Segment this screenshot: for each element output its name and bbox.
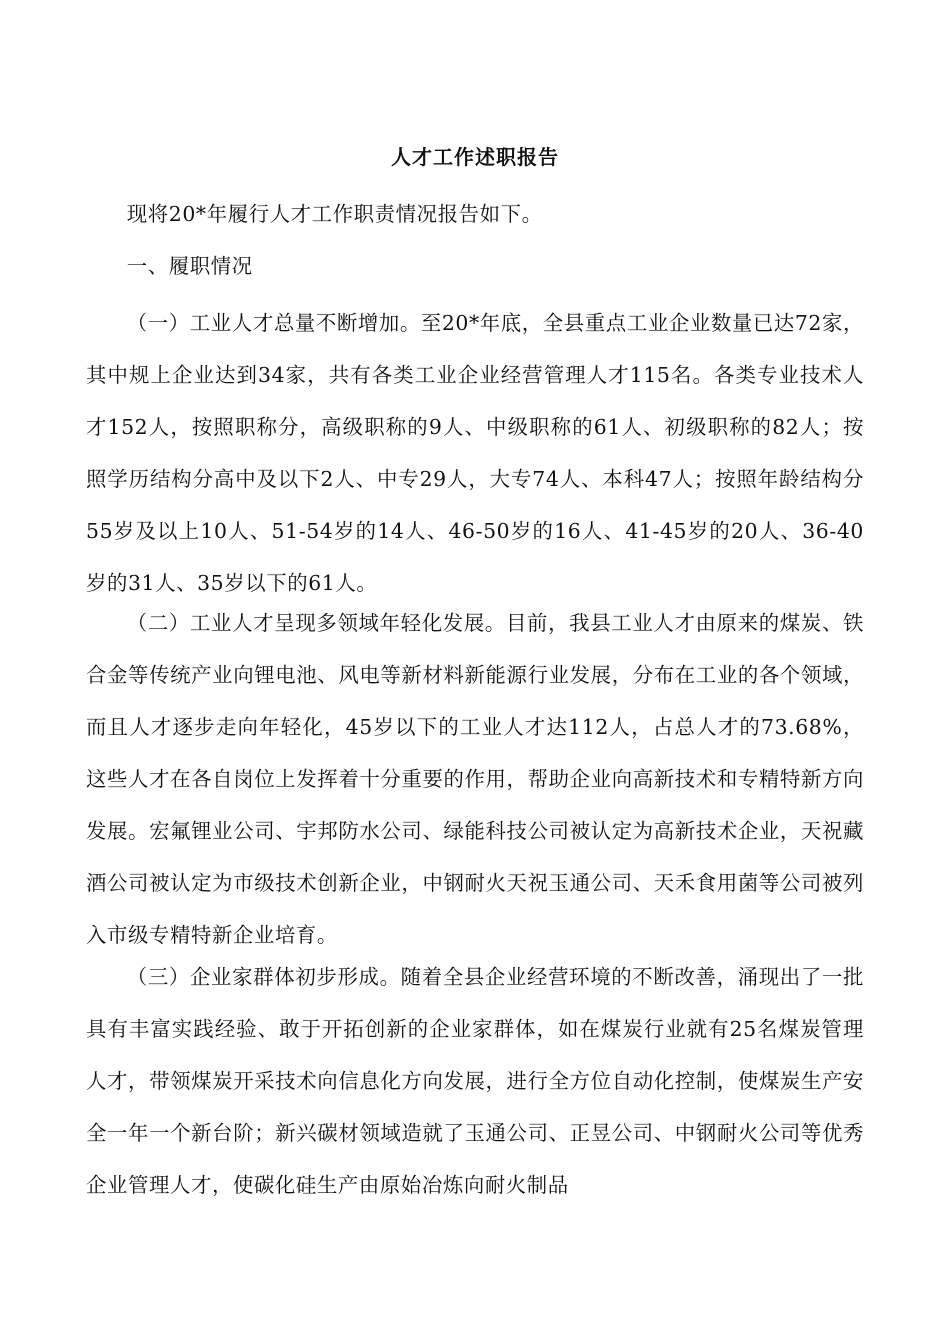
paragraph-3: （三）企业家群体初步形成。随着全县企业经营环境的不断改善，涌现出了一批具有丰富实践经验、敢于开拓创新的企业家群体，如在煤炭行业就有25名煤炭管理人才，带领煤炭开采技术向信息化方向发展，进行全方位自动化控制，使煤炭生产安全一年一个新台阶；新兴碳材领域造就了玉通公司、正昱公司、中钢耐火公司等优秀企业管理人才，使碳化硅生产由原始冶炼向耐火制品 [86,965,864,1197]
document-title: 人才工作述职报告 [391,145,559,169]
section-heading: 一、履职情况 [126,254,253,278]
paragraph-1: （一）工业人才总量不断增加。至20*年底，全县重点工业企业数量已达72家，其中规上企业达到34家，共有各类工业企业经营管理人才115名。各类专业技术人才152人，按照职称分，高级职称的9人、中级职称的61人、初级职称的82人；按照学历结构分高中及以下2人、中专29人，大专74人、本科47人；按照年龄结构分55岁及以上10人、51-54岁的14人、46-50岁的16人、41-45岁的20人、36-40岁的31人、35岁以下的61人。 [86,311,864,595]
paragraph-2: （二）工业人才呈现多领域年轻化发展。目前，我县工业人才由原来的煤炭、铁合金等传统产业向锂电池、风电等新材料新能源行业发展，分布在工业的各个领域，而且人才逐步走向年轻化，45岁以下的工业人才达112人，占总人才的73.68%，这些人才在各自岗位上发挥着十分重要的作用，帮助企业向高新技术和专精特新方向发展。宏氟锂业公司、宇邦防水公司、绿能科技公司被认定为高新技术企业，天祝藏酒公司被认定为市级技术创新企业，中钢耐火天祝玉通公司、天禾食用菌等公司被列入市级专精特新企业培育。 [86,611,864,947]
intro-paragraph: 现将20*年履行人才工作职责情况报告如下。 [126,202,543,226]
